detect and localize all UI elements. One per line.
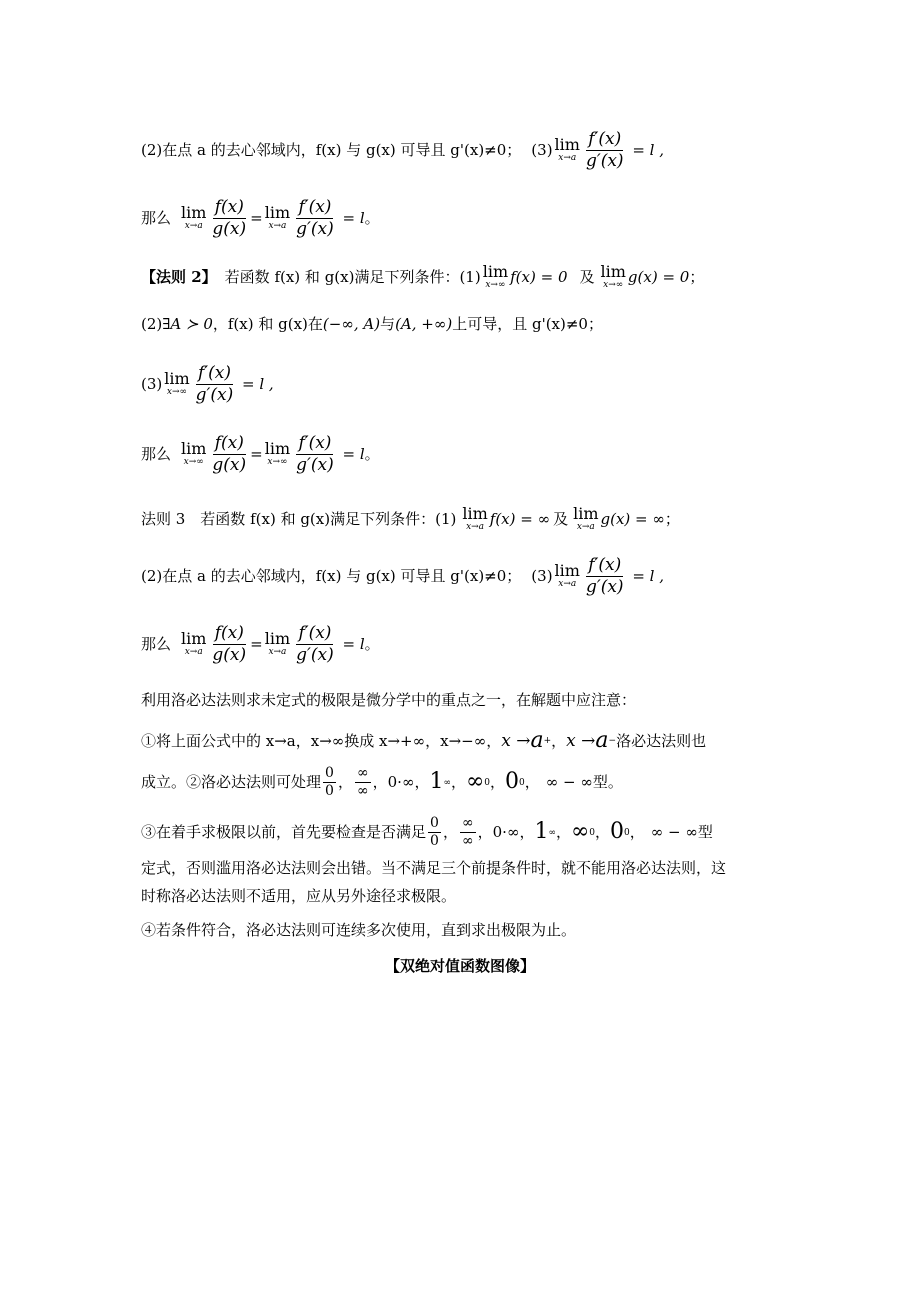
lim-symbol: lim x→a: [181, 629, 207, 658]
paragraph-point-3-end: [141, 886, 781, 907]
lim-symbol: lim x→∞: [181, 439, 207, 468]
conclusion-line-2: 那么 lim x→∞ $\frac{f(x)}{g(x)}$ = lim x→∞ $\frac{f'(x)}{g'(x)}$ = l 。: [141, 433, 380, 475]
zero-over-zero: $\frac{0}{0}$: [430, 815, 439, 850]
and-word: 及: [553, 509, 569, 528]
condition-text: ，f(x) 和 g(x)在: [212, 315, 323, 333]
interval-right: (A, +∞): [395, 315, 453, 333]
fraction-fprime-gprime: $\frac{f'(x)}{g'(x)}$: [585, 555, 624, 597]
condition-end-text: 上可导，且 g'(x)≠0；: [452, 315, 603, 333]
lim-symbol: lim x→a: [573, 504, 599, 532]
inf-over-inf: $\frac{\infty}{\infty}$: [461, 815, 474, 850]
point-3-text: ③在着手求极限以前，首先要检查是否满足: [141, 823, 427, 842]
and-word: 及: [579, 267, 595, 286]
then-label: 那么: [141, 634, 172, 653]
heading-text: 【双绝对值函数图像】: [384, 957, 535, 975]
lim-symbol: lim x→∞: [264, 439, 291, 468]
and-word: 与: [380, 315, 396, 333]
fraction-f-g: $\frac{f(x)}{g(x)}$: [212, 623, 247, 665]
section-heading: [0, 956, 920, 977]
rule-2-condition-3: (3) lim x→∞ $\frac{f'(x)}{g'(x)}$ = l ,: [141, 363, 274, 405]
rule-3-text: 法则 3 若函数 f(x) 和 g(x)满足下列条件：(1): [141, 509, 457, 528]
rule-3-condition-2: (2)在点 a 的去心邻域内，f(x) 与 g(x) 可导且 g'(x)≠0； (3) lim x→a $\frac{f'(x)}{g'(x)}$ = l ,: [141, 555, 665, 597]
fraction-f-g: $\frac{f(x)}{g(x)}$: [212, 433, 247, 475]
lim-symbol: lim x→a: [181, 203, 207, 232]
point-1-end: 洛必达法则也: [616, 731, 707, 750]
lim-symbol: lim x→a: [554, 561, 580, 590]
paragraph-point-3: ③在着手求极限以前，首先要检查是否满足 $\frac{0}{0}$ ， $\frac{\infty}{\infty}$ ， 0·∞， 1 ∞ ， ∞ 0 ， 0 0 ， ∞ − ∞ 型: [141, 815, 713, 850]
point-2-text: 成立。②洛必达法则可处理: [141, 773, 322, 792]
paragraph-intro: [141, 690, 781, 711]
point-4-text: ④若条件符合，洛必达法则可连续多次使用，直到求出极限为止。: [141, 921, 577, 939]
type-suffix: 型。: [592, 773, 623, 792]
fraction-fprime-gprime: $\frac{f'(x)}{g'(x)}$: [296, 623, 334, 665]
item-3-label: (3): [531, 566, 553, 585]
condition-text: (2)在点 a 的去心邻域内，f(x) 与 g(x) 可导且 g'(x)≠0；: [141, 140, 522, 159]
then-label: 那么: [141, 208, 172, 227]
interval-left: (−∞, A): [322, 315, 381, 333]
paragraph-point-2: 成立。②洛必达法则可处理 $\frac{0}{0}$ ， $\frac{\infty}{\infty}$ ， 0·∞， 1 ∞ ， ∞ 0 ， 0 0 ， ∞ − ∞ 型。: [141, 765, 623, 800]
lim-symbol: lim x→∞: [164, 369, 190, 398]
point-3-continued: 定式，否则滥用洛必达法则会出错。当不满足三个前提条件时，就不能用洛必达法则，这: [141, 859, 727, 877]
point-3-end: 时称洛必达法则不适用，应从另外途径求极限。: [141, 887, 457, 905]
fraction-f-g: $\frac{f(x)}{g(x)}$: [212, 197, 247, 239]
conclusion-line-1: 那么 lim x→a $\frac{f(x)}{g(x)}$ = lim x→a $\frac{f'(x)}{g'(x)}$ = l 。: [141, 197, 380, 239]
fraction-fprime-gprime: $\frac{f'(x)}{g'(x)}$: [585, 129, 624, 171]
inf-over-inf: $\frac{\infty}{\infty}$: [356, 765, 369, 800]
lim-symbol: lim x→a: [462, 504, 488, 532]
exists-condition: ∃A ≻ 0: [162, 315, 213, 333]
fraction-fprime-gprime: $\frac{f'(x)}{g'(x)}$: [195, 363, 234, 405]
lim-symbol: lim x→a: [554, 135, 580, 164]
zero-over-zero: $\frac{0}{0}$: [325, 765, 334, 800]
rule-3-line: 法则 3 若函数 f(x) 和 g(x)满足下列条件：(1) lim x→a f(x) = ∞ 及 lim x→a g(x) = ∞ ；: [141, 504, 680, 532]
lim-symbol: lim x→∞: [482, 262, 509, 290]
condition-text: (2)在点 a 的去心邻域内，f(x) 与 g(x) 可导且 g'(x)≠0；: [141, 566, 522, 585]
rule-2-line: 【法则 2】 若函数 f(x) 和 g(x)满足下列条件：(1) lim x→∞ f(x) = 0 及 lim x→∞ g(x) = 0 ；: [141, 262, 705, 290]
item-3-label: (3): [531, 140, 553, 159]
lim-symbol: lim x→∞: [600, 262, 626, 290]
conclusion-line-3: 那么 lim x→a $\frac{f(x)}{g(x)}$ = lim x→a $\frac{f'(x)}{g'(x)}$ = l 。: [141, 623, 380, 665]
intro-text: 利用洛必达法则求未定式的极限是微分学中的重点之一，在解题中应注意：: [141, 691, 637, 709]
fraction-fprime-gprime: $\frac{f'(x)}{g'(x)}$: [296, 197, 334, 239]
rule-2-label: 【法则 2】: [141, 267, 217, 286]
item-3-label: (3): [141, 374, 163, 393]
rule-2-condition-2: [141, 314, 781, 335]
condition-line-1: (2)在点 a 的去心邻域内，f(x) 与 g(x) 可导且 g'(x)≠0； (3) lim x→a $\frac{f'(x)}{g'(x)}$ = l ,: [141, 129, 665, 171]
item-2-label: (2): [141, 315, 163, 333]
type-suffix: 型: [697, 823, 713, 842]
fraction-fprime-gprime: $\frac{f'(x)}{g'(x)}$: [296, 433, 334, 475]
rule-2-text: 若函数 f(x) 和 g(x)满足下列条件：(1): [224, 267, 481, 286]
lim-symbol: lim x→a: [264, 203, 291, 232]
paragraph-point-4: [141, 920, 781, 941]
lim-symbol: lim x→a: [264, 629, 291, 658]
then-label: 那么: [141, 444, 172, 463]
point-1-text: ①将上面公式中的 x→a，x→∞换成 x→+∞，x→−∞，: [141, 731, 502, 750]
paragraph-point-1: ①将上面公式中的 x→a，x→∞换成 x→+∞，x→−∞， x → a + ， x → a − 洛必达法则也: [141, 728, 707, 753]
paragraph-point-3-cont: [141, 858, 781, 879]
